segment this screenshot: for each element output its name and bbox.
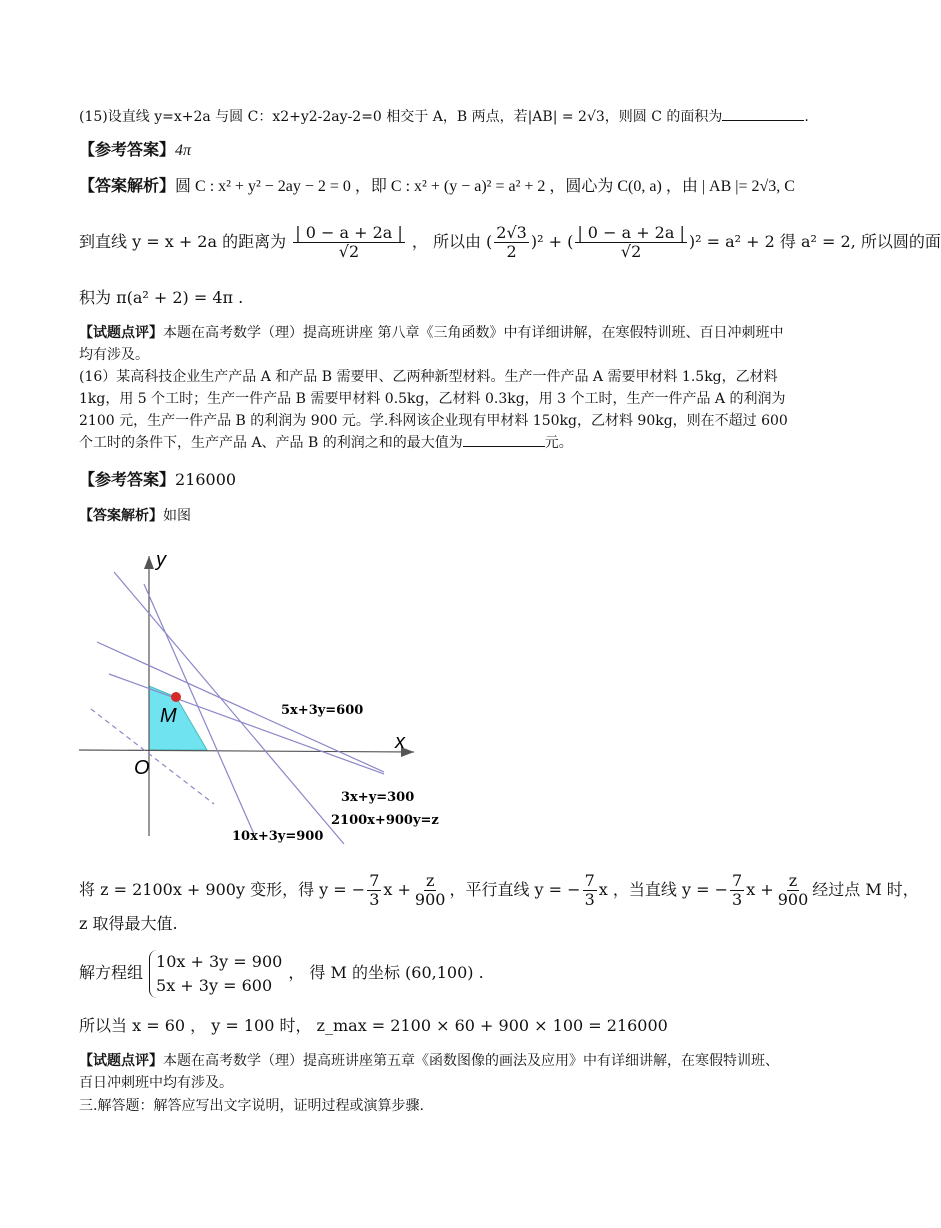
frac-numerator: | 0 − a + 2a | bbox=[295, 223, 403, 242]
q15-fraction-half-chord bbox=[494, 224, 529, 261]
q15-comment bbox=[79, 322, 791, 366]
q16-comment bbox=[79, 1050, 791, 1094]
q16-step1b: x + bbox=[383, 880, 411, 899]
fraction-z-900 bbox=[413, 872, 448, 909]
q16-comment-text: 本题在高考数学（理）提高班讲座第五章《函数图像的画法及应用》中有详细讲解，在寒假特训班、百日冲刺班中均有涉及。 bbox=[79, 1053, 779, 1091]
frac-denominator: √2 bbox=[338, 242, 360, 261]
q16-step1e: x + bbox=[746, 880, 774, 899]
q15-analysis-label: 【答案解析】 bbox=[79, 176, 176, 195]
frac-numerator: 2√3 bbox=[496, 223, 527, 242]
feasible-region-graph bbox=[79, 544, 449, 856]
x-axis bbox=[79, 750, 414, 752]
q15-fraction-distance bbox=[293, 224, 405, 261]
q16-tail: 元。 bbox=[544, 435, 573, 451]
fraction-7-3 bbox=[367, 872, 381, 909]
equation-system bbox=[149, 950, 282, 998]
q15-question: (15)设直线 y=x+2a 与圆 C：x2+y2-2ay-2=0 相交于 A，B 两点，若|AB| = 2√3，则圆 C 的面积为 bbox=[79, 109, 723, 125]
label-5x-3y-600: 5x+3y=600 bbox=[281, 703, 364, 718]
frac-denominator: 3 bbox=[584, 890, 595, 909]
frac-denominator: 3 bbox=[369, 890, 380, 909]
q15-comment-label: 【试题点评】 bbox=[79, 325, 163, 341]
q16-step2-text: z 取得最大值. bbox=[79, 914, 178, 933]
fraction-7-3 bbox=[730, 872, 744, 909]
q15-analysis-line2 bbox=[79, 222, 941, 262]
q15-analysis-text2c: )² + ( bbox=[530, 232, 574, 251]
x-axis-label: x bbox=[395, 731, 405, 753]
frac-numerator: 7 bbox=[584, 871, 595, 890]
equation-1: 10x + 3y = 900 bbox=[156, 951, 283, 971]
q16-analysis-intro: 如图 bbox=[163, 508, 191, 524]
q16-analysis-line bbox=[79, 506, 191, 526]
frac-denominator: 900 bbox=[414, 890, 446, 909]
label-3x-y-300: 3x+y=300 bbox=[341, 790, 415, 805]
y-axis-arrow-icon bbox=[144, 556, 154, 569]
equation-2: 5x + 3y = 600 bbox=[156, 975, 273, 995]
frac-denominator: 3 bbox=[732, 890, 743, 909]
q15-analysis-line3 bbox=[79, 288, 243, 308]
fraction-7-3 bbox=[583, 872, 597, 909]
q16-answer-label: 【参考答案】 bbox=[79, 470, 176, 489]
q16-step1d: x ，当直线 y = − bbox=[598, 880, 728, 899]
frac-numerator: z bbox=[425, 871, 435, 890]
frac-numerator: z bbox=[788, 871, 798, 890]
y-axis-label: y bbox=[156, 549, 166, 571]
section-3-text: 三.解答题：解答应写出文字说明，证明过程或演算步骤. bbox=[79, 1098, 424, 1114]
frac-denominator: 900 bbox=[777, 890, 809, 909]
q16-question-text: (16）某高科技企业生产产品 A 和产品 B 需要甲、乙两种新型材料。生产一件产品 A 需要甲材料 1.5kg，乙材料 1kg，用 5 个工时；生产一件产品 B 需要甲材料 0.5kg，乙材料 0.3kg，用 3 个工时，生产一件产品 A 的利润为 2100 元，生产一件产品 B 的利润为 900 元。学.科网该企业现有甲材料 150kg，乙材料 90kg，则在不超过 600 个工时的条件下，生产产品 A、产品 B 的利润之和的最大值为 bbox=[79, 369, 788, 451]
q15-analysis-line1 bbox=[79, 176, 795, 197]
q15-answer-blank bbox=[722, 106, 804, 121]
frac-numerator: | 0 − a + 2a | bbox=[577, 223, 685, 242]
q15-analysis-text1: 圆 C : x² + y² − 2ay − 2 = 0 ，即 C : x² + (y − a)² = a² + 2 ，圆心为 C(0, a) ，由 | AB |= 2√3, C bbox=[175, 178, 795, 195]
origin-label: O bbox=[134, 757, 150, 779]
q16-step4-text: 所以当 x = 60 ， y = 100 时， z_max = 2100 × 60 + 900 × 100 = 216000 bbox=[79, 1016, 668, 1035]
q15-question-line bbox=[79, 106, 809, 127]
q15-answer-line bbox=[79, 140, 191, 161]
frac-numerator: 7 bbox=[732, 871, 743, 890]
q15-answer: 4π bbox=[175, 142, 192, 159]
q16-step1c: ，平行直线 y = − bbox=[449, 880, 581, 899]
label-2100x-900y-z: 2100x+900y=z bbox=[331, 813, 439, 828]
q16-step1a: 将 z = 2100x + 900y 变形，得 y = − bbox=[79, 880, 366, 899]
frac-denominator: √2 bbox=[620, 242, 642, 261]
q16-comment-label: 【试题点评】 bbox=[79, 1053, 163, 1069]
q15-fraction-distance-2 bbox=[575, 224, 687, 261]
label-10x-3y-900: 10x+3y=900 bbox=[232, 829, 324, 844]
q16-answer: 216000 bbox=[175, 470, 237, 489]
point-m-marker bbox=[171, 692, 181, 702]
q15-analysis-text2b: ， 所以由 ( bbox=[411, 232, 493, 251]
q15-comment-text: 本题在高考数学（理）提高班讲座 第八章《三角函数》中有详细讲解，在寒假特训班、百日冲刺班中均有涉及。 bbox=[79, 325, 784, 363]
q16-question bbox=[79, 366, 791, 454]
q16-answer-line bbox=[79, 470, 236, 490]
q16-step1f: 经过点 M 时， bbox=[812, 880, 919, 899]
q16-answer-blank bbox=[463, 432, 545, 447]
q15-analysis-text2a: 到直线 y = x + 2a 的距离为 bbox=[79, 232, 287, 251]
q16-step2 bbox=[79, 914, 178, 934]
q16-step3 bbox=[79, 946, 484, 1000]
q15-answer-label: 【参考答案】 bbox=[79, 140, 176, 159]
q16-step4 bbox=[79, 1016, 668, 1036]
point-m-label: M bbox=[160, 705, 177, 727]
q16-analysis-label: 【答案解析】 bbox=[79, 508, 163, 524]
q15-tail: . bbox=[804, 109, 809, 125]
frac-numerator: 7 bbox=[369, 871, 380, 890]
fraction-z-900 bbox=[776, 872, 811, 909]
q16-step1 bbox=[79, 870, 919, 910]
frac-denominator: 2 bbox=[506, 242, 517, 261]
q15-analysis-text2d: )² = a² + 2 得 a² = 2, 所以圆的面 bbox=[688, 232, 941, 251]
section-3-heading bbox=[79, 1096, 424, 1116]
q15-analysis-text3: 积为 π(a² + 2) = 4π . bbox=[79, 288, 244, 307]
q16-step3b: ， 得 M 的坐标 (60,100) . bbox=[288, 963, 484, 982]
q16-step3a: 解方程组 bbox=[79, 963, 144, 982]
